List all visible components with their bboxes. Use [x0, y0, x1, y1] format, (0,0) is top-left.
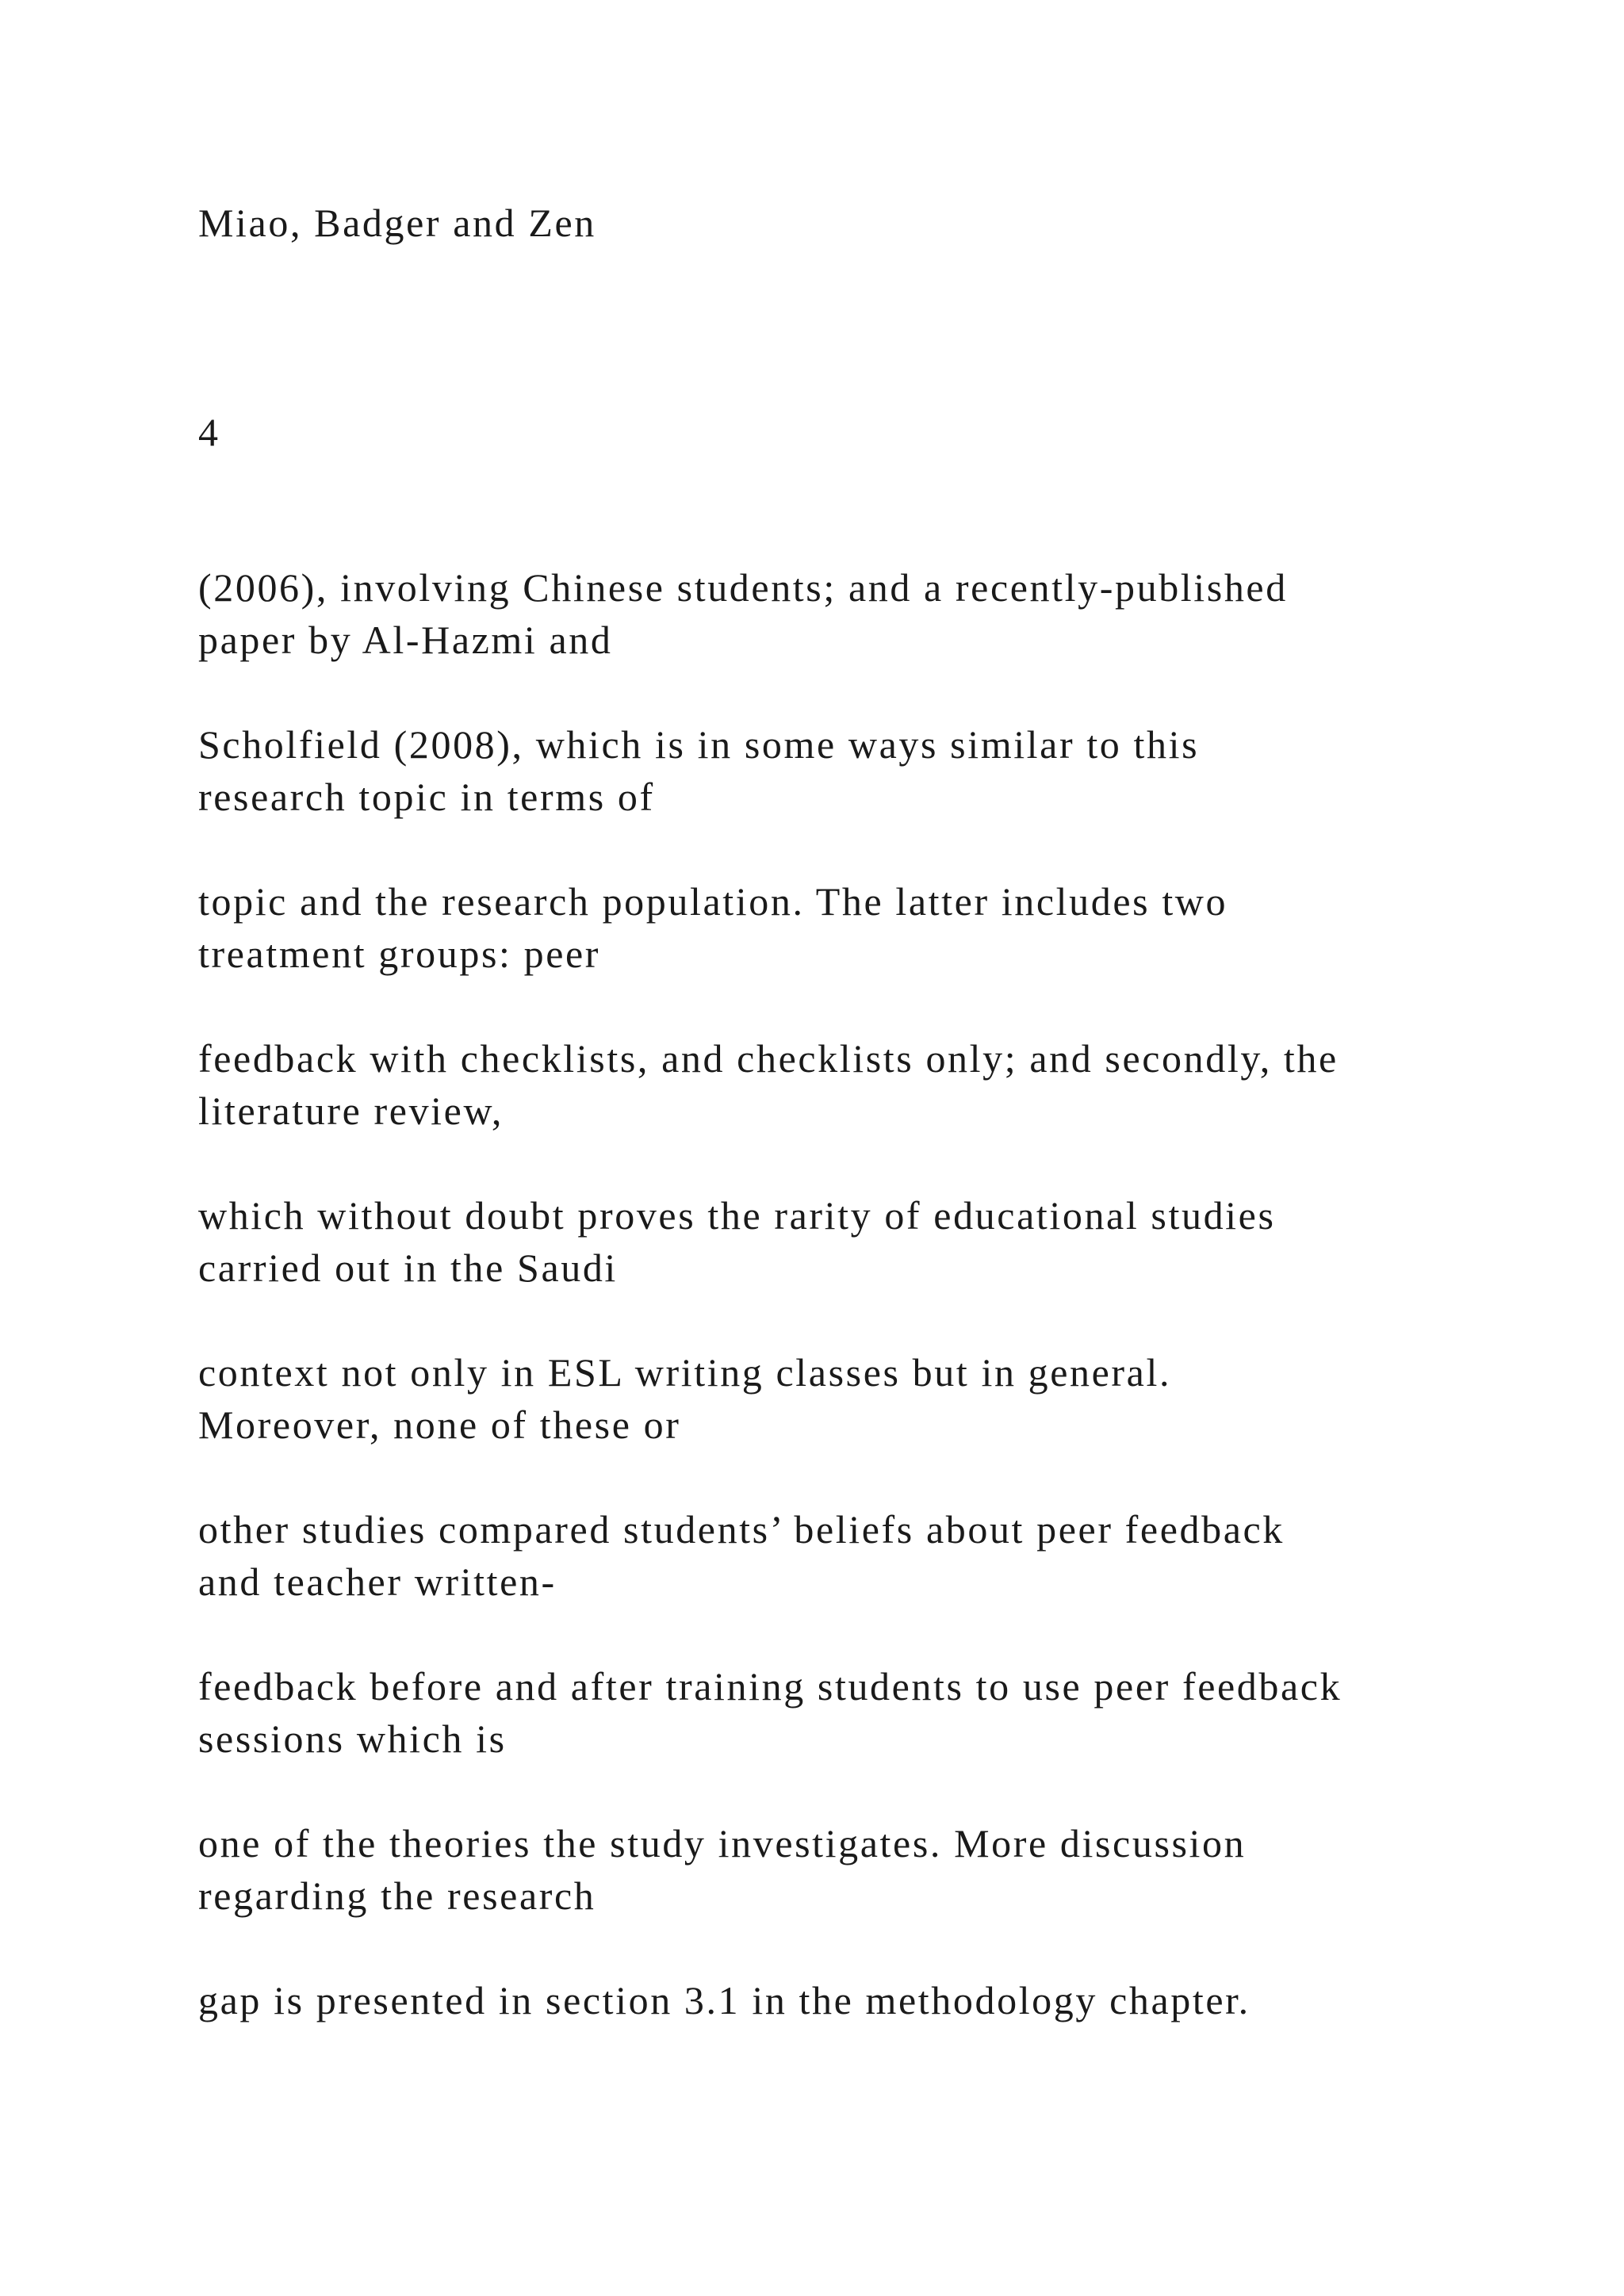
paragraph	[198, 718, 1546, 823]
text-line: feedback before and after training students to use peer feedback	[198, 1664, 1342, 1709]
paragraph	[198, 1032, 1546, 1137]
text-line: topic and the research population. The latter includes two	[198, 879, 1228, 924]
paragraph	[198, 1817, 1546, 1922]
text-line: gap is presented in section 3.1 in the methodology chapter.	[198, 1978, 1251, 2022]
paragraph	[198, 1346, 1546, 1451]
text-line: Scholfield (2008), which is in some ways similar to this	[198, 722, 1200, 767]
paragraph	[198, 1189, 1546, 1294]
text-line: regarding the research	[198, 1873, 596, 1918]
text-line: one of the theories the study investigates. More discussion	[198, 1821, 1247, 1866]
paragraph	[198, 875, 1546, 980]
paragraph	[198, 1503, 1546, 1608]
paragraph	[198, 1660, 1546, 1765]
paragraph	[198, 561, 1546, 666]
text-line: and teacher written-	[198, 1559, 557, 1604]
text-line: carried out in the Saudi	[198, 1246, 618, 1290]
text-line: other studies compared students’ beliefs about peer feedback	[198, 1507, 1285, 1552]
text-line: which without doubt proves the rarity of educational studies	[198, 1193, 1276, 1238]
text-line: literature review,	[198, 1089, 504, 1133]
page-number: 4	[198, 410, 220, 454]
body-text	[198, 561, 1546, 2026]
running-head: Miao, Badger and Zen	[198, 201, 596, 245]
text-line: feedback with checklists, and checklists only; and secondly, the	[198, 1036, 1339, 1081]
text-line: treatment groups: peer	[198, 932, 601, 976]
text-line: paper by Al-Hazmi and	[198, 618, 613, 662]
text-line: research topic in terms of	[198, 775, 655, 819]
text-line: sessions which is	[198, 1716, 507, 1761]
text-line: Moreover, none of these or	[198, 1402, 681, 1447]
text-line: context not only in ESL writing classes but in general.	[198, 1350, 1172, 1395]
paragraph	[198, 1974, 1546, 2026]
text-line: (2006), involving Chinese students; and a recently-published	[198, 565, 1288, 610]
